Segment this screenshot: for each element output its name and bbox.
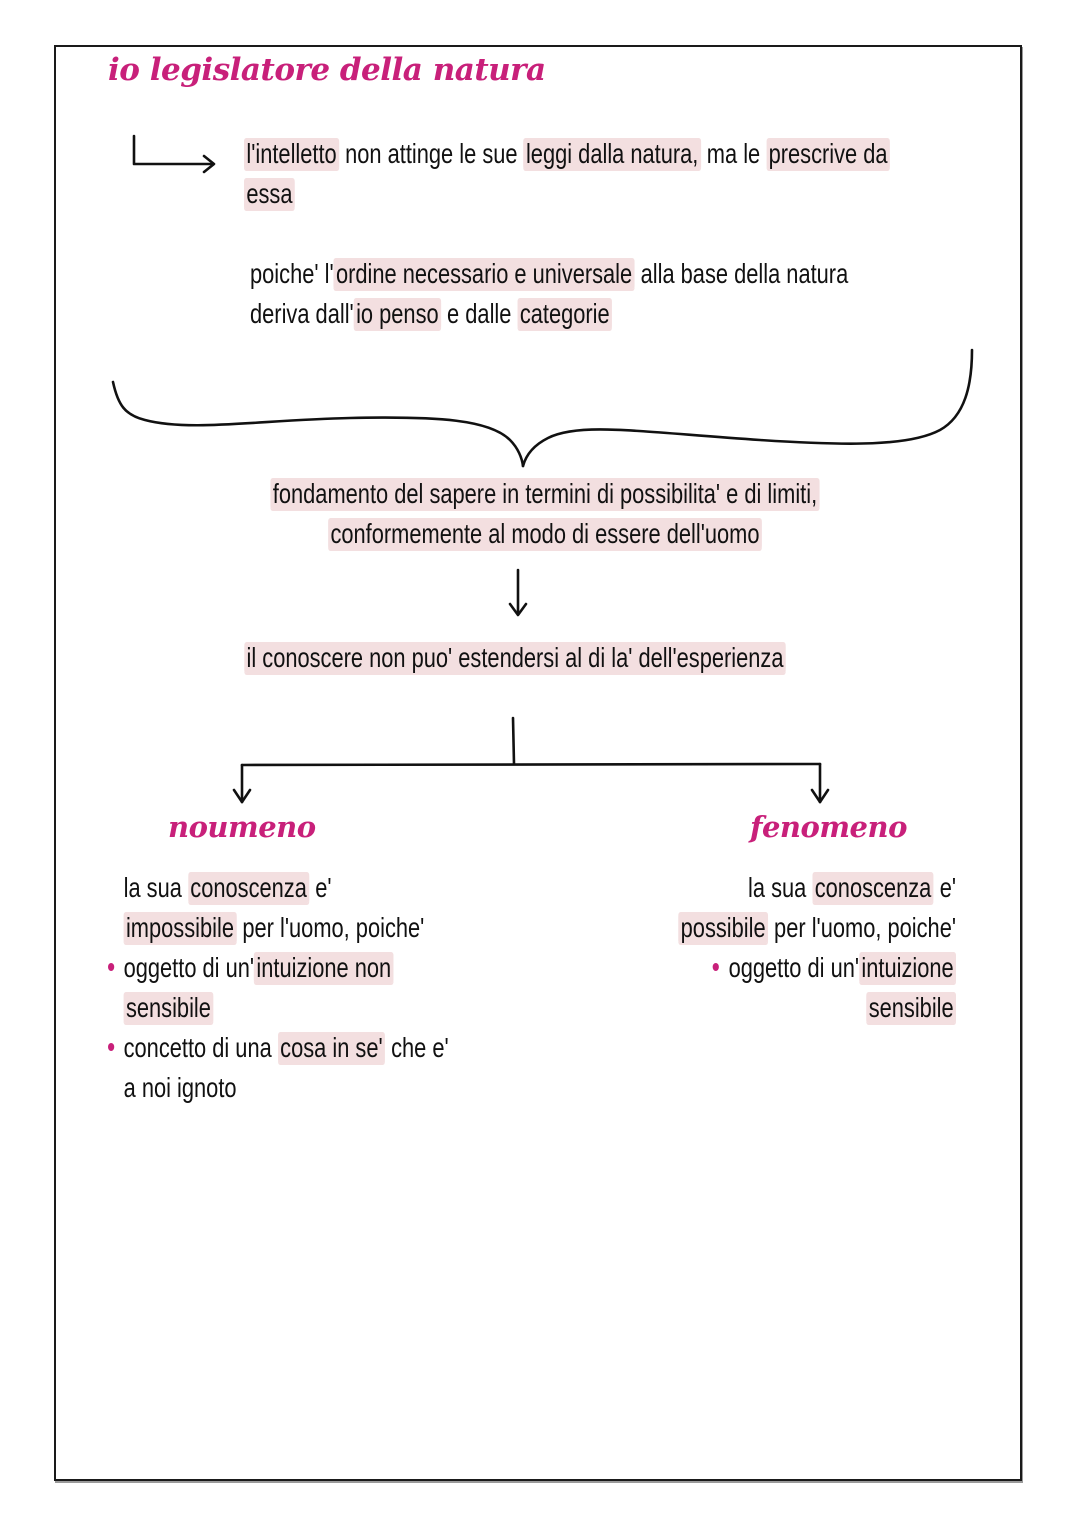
intellect-statement [244, 134, 890, 214]
text: ma le [700, 138, 767, 169]
limit-statement [113, 638, 916, 678]
page-title: io legislatore della natura [108, 52, 546, 88]
text: per l'uomo, poiche' [767, 912, 956, 943]
fenomeno-line-2 [678, 908, 956, 948]
highlight: intuizione [859, 952, 956, 983]
reason-line-2 [250, 294, 848, 334]
foundation-line-2 [120, 514, 970, 554]
noumeno-heading: noumeno [168, 810, 316, 844]
highlight: ordine necessario e universale [334, 258, 635, 289]
bullet-dot-icon [713, 963, 719, 971]
bullet-dot-icon [108, 963, 114, 971]
highlight: essa [244, 178, 295, 209]
intellect-line-2 [244, 174, 890, 214]
noumeno-bullet-1-cont [108, 988, 449, 1028]
text: per l'uomo, poiche' [236, 912, 425, 943]
highlight: il conoscere non puo' estendersi al di la' dell'esperienza [244, 642, 786, 673]
highlight: prescrive da [766, 138, 890, 169]
fenomeno-heading: fenomeno [750, 810, 907, 844]
bullet-dot-icon [108, 1043, 114, 1051]
highlight: sensibile [124, 992, 214, 1023]
noumeno-bullet-1 [108, 948, 449, 988]
noumeno-bullet-2-cont [108, 1068, 449, 1108]
foundation-statement [120, 474, 970, 554]
text: che e' [384, 1032, 449, 1063]
highlight: intuizione non [254, 952, 393, 983]
text: non attinge le sue [339, 138, 524, 169]
text: oggetto di un' [123, 952, 255, 983]
highlight: categorie [517, 298, 612, 329]
intellect-line-1 [244, 134, 890, 174]
highlight: cosa in se' [278, 1032, 385, 1063]
noumeno-line-1 [108, 868, 449, 908]
fenomeno-bullet-1 [678, 948, 956, 988]
highlight: io penso [354, 298, 441, 329]
highlight: impossibile [124, 912, 237, 943]
fenomeno-line-1 [678, 868, 956, 908]
text: deriva dall' [250, 298, 354, 329]
noumeno-line-2 [108, 908, 449, 948]
text: e' [933, 872, 956, 903]
text: la sua [748, 872, 813, 903]
text: la sua [123, 872, 188, 903]
limit-line [113, 638, 916, 678]
text: alla base della natura [634, 258, 849, 289]
highlight: sensibile [866, 992, 956, 1023]
reason-statement [250, 254, 848, 334]
fenomeno-description [678, 868, 956, 1028]
fenomeno-bullet-1-cont [678, 988, 956, 1028]
text: oggetto di un' [728, 952, 860, 983]
highlight: conformemente al modo di essere dell'uomo [328, 518, 762, 549]
foundation-line-1 [120, 474, 970, 514]
text: concetto di una [123, 1032, 278, 1063]
highlight: l'intelletto [244, 138, 339, 169]
text: e dalle [440, 298, 518, 329]
highlight: conoscenza [812, 872, 933, 903]
highlight: leggi dalla natura, [524, 138, 701, 169]
highlight: fondamento del sapere in termini di possibilita' e di limiti, [270, 478, 819, 509]
highlight: conoscenza [188, 872, 309, 903]
reason-line-1 [250, 254, 848, 294]
text: e' [309, 872, 332, 903]
text: poiche' l' [250, 258, 334, 289]
text: a noi ignoto [123, 1072, 237, 1103]
noumeno-bullet-2 [108, 1028, 449, 1068]
noumeno-description [108, 868, 449, 1108]
highlight: possibile [678, 912, 768, 943]
